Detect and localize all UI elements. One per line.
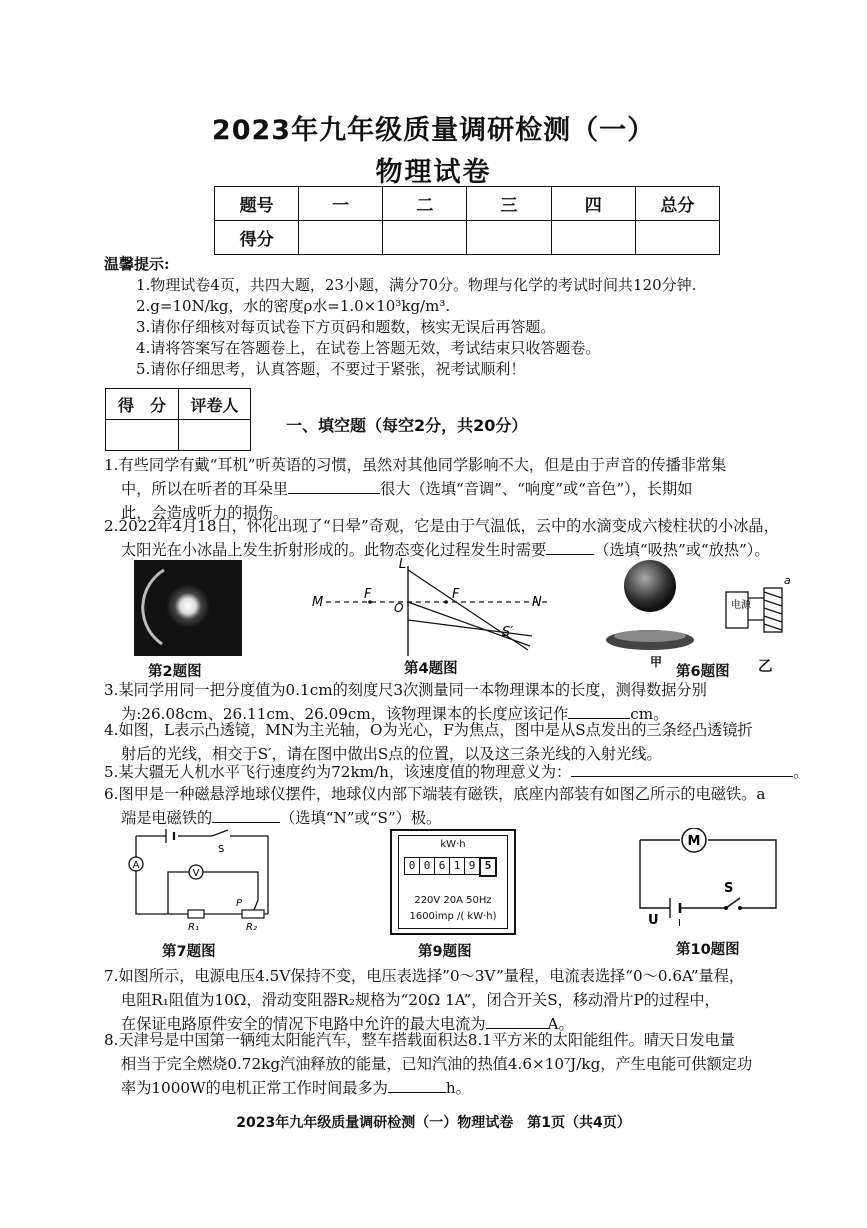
grader-score-cell <box>106 420 179 451</box>
fig10-label-S: S <box>724 881 734 896</box>
score-blank-cell <box>383 221 467 255</box>
tip-item: 2.g=10N/kg，水的密度ρ水=1.0×10³kg/m³. <box>136 297 451 315</box>
q3-text: 为:26.08cm、26.11cm、26.09cm，该物理课本的长度应该记作 <box>121 705 569 723</box>
rheostat-r2 <box>242 910 264 918</box>
section-heading: 一、填空题（每空2分，共20分） <box>286 416 528 435</box>
score-cell: 一 <box>299 187 383 221</box>
fig6-power-label: 电源 <box>731 600 751 611</box>
score-table-header-row <box>215 187 720 221</box>
fig7-label-V: V <box>192 868 200 879</box>
q7-line: 电阻R₁阻值为10Ω，滑动变阻器R₂规格为“20Ω 1A”，闭合开关S，移动滑片P的过程中， <box>121 991 720 1009</box>
fig10-caption: 第10题图 <box>676 942 740 958</box>
score-cell: 二 <box>383 187 467 221</box>
fig6-maglev <box>604 558 794 666</box>
q8-answer-blank <box>388 1076 446 1093</box>
q6-text: 端是电磁铁的 <box>121 809 213 827</box>
fig4-ray <box>408 620 532 636</box>
globe-icon <box>624 560 676 612</box>
meter-spec: 1600imp /( kW·h) <box>409 911 497 922</box>
fig7-circuit <box>126 826 272 936</box>
grader-score-label: 得 分 <box>106 389 179 420</box>
q5-text: 5.某大疆无人机水平飞行速度约为72km/h，该速度值的物理意义为： <box>104 763 572 781</box>
meter-digit: 1 <box>449 857 465 875</box>
fig4-label-F: F <box>452 587 460 602</box>
resistor-r1 <box>188 910 204 918</box>
q8-line: 8.天津号是中国第一辆纯太阳能汽车，整车搭载面积达8.1平方米的太阳能组件。晴天日发电量 <box>104 1031 735 1049</box>
question-2 <box>104 514 854 562</box>
fig7-label-P: P <box>236 898 243 909</box>
fig4-label-O: O <box>394 601 404 615</box>
question-6 <box>104 782 854 830</box>
fig7-label-S: S <box>218 844 225 855</box>
fig2-halo-photo <box>134 560 242 656</box>
tips-block <box>104 254 696 380</box>
fig4-label-L: L <box>398 558 406 572</box>
q2-line: 2.2022年4月18日，怀化出现了“日晕”奇观，它是由于气温低，云中的水滴变成六棱柱状的小冰晶， <box>104 517 779 535</box>
meter-spec: 220V 20A 50Hz <box>414 895 492 906</box>
tip-item: 4.请将答案写在答题卷上，在试卷上答题无效，考试结束只收答题卷。 <box>136 339 601 357</box>
q7-text: 在保证电路原件安全的情况下电路中允许的最大电流为 <box>121 1015 486 1033</box>
fig7-label-A: A <box>132 860 140 871</box>
q5-text: 。 <box>793 763 809 781</box>
score-cell: 总分 <box>635 187 719 221</box>
tip-item: 1.物理试卷4页，共四大题，23小题，满分70分。物理与化学的考试时间共120分钟. <box>136 276 697 294</box>
question-7 <box>104 964 854 1036</box>
fig10-label-I: I <box>678 918 681 929</box>
fig7-label-R1: R₁ <box>188 922 199 933</box>
fig10-motor-circuit <box>636 828 782 932</box>
fig6-caption: 第6题图 <box>676 664 730 680</box>
fig2-caption: 第2题图 <box>148 664 202 680</box>
q2-text: （选填“吸热”或“放热”）。 <box>594 541 770 559</box>
fig4-lens-diagram <box>308 558 558 664</box>
meter-digit-decimal: 5 <box>479 857 497 877</box>
q3-line: 3.某同学用同一把分度值为0.1cm的刻度尺3次测量同一本物理课本的长度，测得数据分别 <box>104 681 707 699</box>
tip-item: 3.请你仔细核对每页试卷下方页码和题数，核实无误后再答题。 <box>136 318 556 336</box>
fig7-label-R2: R₂ <box>246 922 257 933</box>
grader-name-cell <box>178 420 250 451</box>
q8-line: 相当于完全燃烧0.72kg汽油释放的能量，已知汽油的热值4.6×10⁷J/kg，产生电能可供额定功 <box>121 1055 753 1073</box>
score-blank-cell <box>551 221 635 255</box>
question-5 <box>104 760 854 784</box>
score-table-score-row <box>215 221 720 255</box>
q3-answer-blank <box>568 702 630 719</box>
tips-list <box>104 275 696 380</box>
fig10-label-M: M <box>687 834 701 849</box>
tips-heading: 温馨提示: <box>104 255 170 273</box>
score-blank-cell <box>299 221 383 255</box>
fig4-label-M: M <box>312 595 324 610</box>
score-table <box>214 186 720 255</box>
fig4-label-F: F <box>364 587 372 602</box>
score-cell: 四 <box>551 187 635 221</box>
meter-digit: 9 <box>464 857 480 875</box>
q1-answer-blank <box>288 477 380 494</box>
q1-text: 很大（选填“音调”、“响度”或“音色”），长期如 <box>380 480 693 498</box>
q4-line: 4.如图，L表示凸透镜，MN为主光轴，O为光心，F为焦点，图中是从S点发出的三条经凸透镜折 <box>104 721 753 739</box>
q6-line: 6.图甲是一种磁悬浮地球仪摆件，地球仪内部下端装有磁铁，底座内部装有如图乙所示的电磁铁。a <box>104 785 766 803</box>
score-blank-cell <box>635 221 719 255</box>
score-row-label: 得分 <box>215 221 299 255</box>
fig9-energy-meter <box>390 829 516 935</box>
q1-line <box>104 477 844 501</box>
meter-digit: 0 <box>404 857 420 875</box>
q1-line: 此，会造成听力的损伤。 <box>121 504 289 522</box>
q8-text: 率为1000W的电机正常工作时间最多为 <box>121 1079 388 1097</box>
tip-item: 5.请你仔细思考，认真答题，不要过于紧张，祝考试顺利！ <box>136 360 526 378</box>
score-cell: 三 <box>467 187 551 221</box>
q7-answer-blank <box>486 1012 548 1029</box>
fig6-label-a: a <box>784 574 791 587</box>
q8-line <box>104 1076 854 1100</box>
question-8 <box>104 1028 854 1100</box>
q5-answer-blank <box>571 760 793 777</box>
q7-line: 7.如图所示，电源电压4.5V保持不变，电压表选择”0～3V”量程，电流表选择“0～0.6A”量程， <box>104 967 745 985</box>
fig4-label-S: S′ <box>502 625 514 640</box>
score-cell: 题号 <box>215 187 299 221</box>
question-4 <box>104 718 854 766</box>
meter-unit: kW·h <box>440 839 466 850</box>
fig4-caption: 第4题图 <box>404 661 458 677</box>
fig6-yi-label: 乙 <box>758 659 773 675</box>
grader-box <box>105 388 251 451</box>
exam-title: 2023年九年级质量调研检测（一） <box>211 115 656 146</box>
q2-answer-blank <box>546 538 594 555</box>
q6-text: （选填“N”或“S”）极。 <box>280 809 442 827</box>
meter-digit: 0 <box>419 857 435 875</box>
meter-digits <box>404 857 497 877</box>
q2-text: 太阳光在小冰晶上发生折射形成的。此物态变化过程发生时需要 <box>121 541 547 559</box>
q7-text: A。 <box>547 1015 574 1033</box>
meter-digit: 6 <box>434 857 450 875</box>
q8-text: h。 <box>445 1079 471 1097</box>
fig4-label-N: N <box>532 595 542 610</box>
score-blank-cell <box>467 221 551 255</box>
exam-subtitle: 物理试卷 <box>375 157 492 188</box>
q1-line: 1.有些同学有戴“耳机”听英语的习惯，虽然对其他同学影响不大，但是由于声音的传播非常集 <box>104 456 727 474</box>
page-footer: 2023年九年级质量调研检测（一）物理试卷 第1页（共4页） <box>236 1115 631 1131</box>
grader-name-label: 评卷人 <box>178 389 250 420</box>
q3-text: cm。 <box>630 705 669 723</box>
q6-answer-blank <box>212 806 280 823</box>
fig7-caption: 第7题图 <box>162 944 216 960</box>
q4-line: 射后的光线，相交于S′，请在图中做出S点的位置，以及这三条光线的入射光线。 <box>121 745 662 763</box>
fig6-jia-label: 甲 <box>650 655 663 669</box>
fig10-label-U: U <box>648 913 659 928</box>
q1-text: 中，所以在听者的耳朵里 <box>121 480 289 498</box>
fig9-caption: 第9题图 <box>418 944 472 960</box>
switch-icon <box>726 898 740 908</box>
